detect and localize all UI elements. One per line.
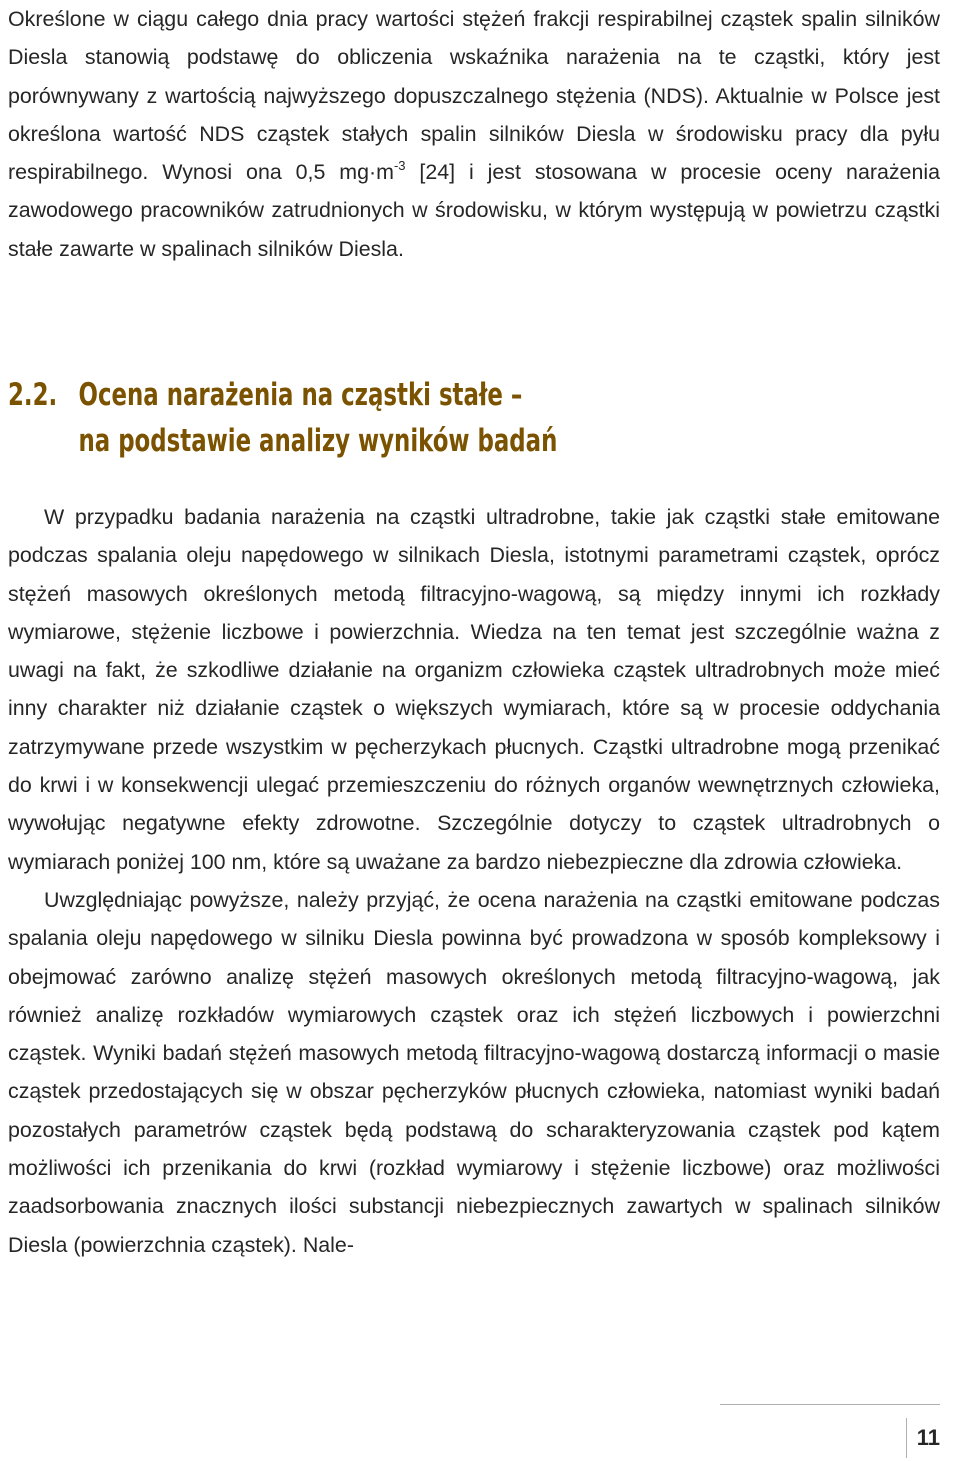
- section-body: [8, 498, 940, 1264]
- unit-exponent: -3: [393, 158, 406, 174]
- section-title-line1: Ocena narażenia na cząstki stałe –: [78, 377, 523, 413]
- intro-paragraph: [8, 0, 940, 268]
- body-paragraph-1: W przypadku badania narażenia na cząstki ultradrobne, takie jak cząstki stałe emitowane podczas spalania oleju napędowego w silnikach Diesla, istotnymi parametrami cząstek, oprócz stężeń masowych określonych metodą filtracyjno-wagową, są między innymi ich rozkłady wymiarowe, stężenie liczbowe i powierzchnia. Wiedza na ten temat jest szczególnie ważna z uwagi na fakt, że szkodliwe działanie na organizm człowieka cząstek ultradrobnych może mieć inny charakter niż działanie cząstek o większych wymiarach, które są w procesie oddychania zatrzymywane przede wszystkim w pęcherzykach płucnych. Cząstki ultradrobne mogą przenikać do krwi i w konsekwencji ulegać przemieszczeniu do różnych organów wewnętrznych człowieka, wywołując negatywne efekty zdrowotne. Szczególnie dotyczy to cząstek ultradrobnych o wymiarach poniżej 100 nm, które są uważane za bardzo niebezpieczne dla zdrowia człowieka.: [8, 505, 940, 874]
- intro-text-part2: [24] i jest stosowana w procesie oceny narażenia zawodowego pracowników zatrudnionych w środowisku, w którym występują w powietrzu cząstki stałe zawarte w spalinach silników Diesla.: [8, 160, 941, 261]
- section-number: 2.2.: [8, 377, 58, 413]
- section-title-line2: na podstawie analizy wyników badań: [78, 423, 558, 459]
- footer-rule: [720, 1404, 940, 1405]
- body-paragraph-2: Uwzględniając powyższe, należy przyjąć, że ocena narażenia na cząstki emitowane podczas spalania oleju napędowego w silniku Diesla powinna być prowadzona w sposób kompleksowy i obejmować zarówno analizę stężeń masowych określonych metodą filtracyjno-wagową, jak również analizę rozkładów wymiarowych cząstek oraz ich stężeń liczbowych i powierzchni cząstek. Wyniki badań stężeń masowych metodą filtracyjno-wagową dostarczą informacji o masie cząstek przedostających się w obszar pęcherzyków płucnych człowieka, natomiast wyniki badań pozostałych parametrów cząstek będą podstawą do scharakteryzowania cząstek pod kątem możliwości ich przenikania do krwi (rozkład wymiarowy i stężenie liczbowe) oraz możliwości zaadsorbowania znacznych ilości substancji niebezpiecznych zawartych w spalinach silników Diesla (powierzchnia cząstek). Nale-: [8, 887, 940, 1257]
- section-heading: [8, 372, 557, 464]
- intro-text-part1: Określone w ciągu całego dnia pracy wartości stężeń frakcji respirabilnej cząstek spalin silników Diesla stanowią podstawę do obliczenia wskaźnika narażenia na te cząstki, który jest porównywany z wartością najwyższego dopuszczalnego stężenia (NDS). Aktualnie w Polsce jest określona wartość NDS cząstek stałych spalin silników Diesla w środowisku pracy dla pyłu respirabilnego. Wynosi ona 0,5 mg·m: [8, 7, 940, 185]
- intro-section: [8, 0, 940, 268]
- page-number: 11: [906, 1418, 940, 1458]
